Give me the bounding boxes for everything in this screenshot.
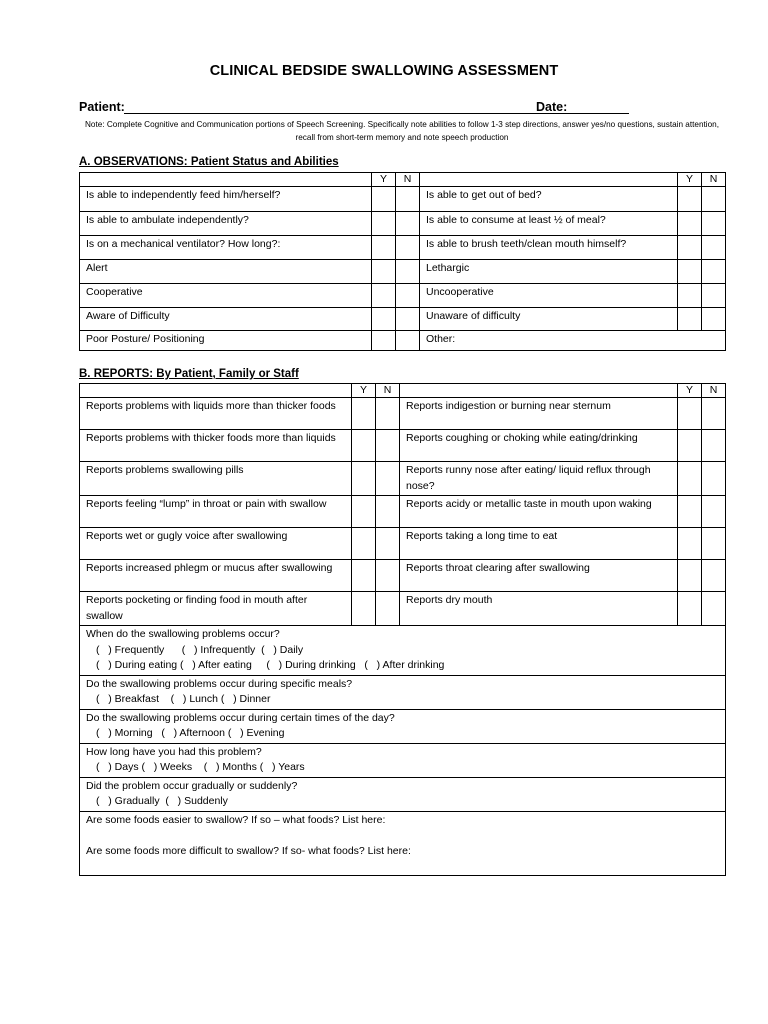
yes-column-header: Y — [678, 173, 702, 187]
report-right: Reports indigestion or burning near sternum — [400, 398, 678, 430]
yes-checkbox[interactable] — [678, 212, 702, 236]
observation-right: Unaware of difficulty — [420, 308, 678, 331]
yes-checkbox[interactable] — [678, 496, 702, 528]
no-checkbox[interactable] — [702, 462, 726, 496]
no-checkbox[interactable] — [396, 284, 420, 308]
foods-easier-prompt: Are some foods easier to swallow? If so – what foods? List here: — [86, 813, 386, 826]
table-header-row — [80, 384, 726, 398]
table-row — [80, 212, 726, 236]
yes-checkbox[interactable] — [678, 236, 702, 260]
yes-column-header: Y — [678, 384, 702, 398]
table-row — [80, 398, 726, 430]
foods-row — [80, 811, 726, 875]
observation-right: Uncooperative — [420, 284, 678, 308]
no-checkbox[interactable] — [376, 496, 400, 528]
no-checkbox[interactable] — [702, 592, 726, 626]
no-checkbox[interactable] — [702, 496, 726, 528]
observations-table — [79, 172, 726, 351]
question-cell — [80, 675, 726, 709]
instruction-note: Note: Complete Cognitive and Communication portions of Speech Screening. Specifically note abilities to follow 1-3 step directions, answer yes/no questions, sustain attention, recall from short-term memory and note speech production — [85, 120, 719, 142]
question-row — [80, 709, 726, 743]
yes-checkbox[interactable] — [352, 592, 376, 626]
no-column-header: N — [702, 173, 726, 187]
no-checkbox[interactable] — [702, 560, 726, 592]
no-checkbox[interactable] — [702, 398, 726, 430]
question-row — [80, 777, 726, 811]
no-checkbox[interactable] — [702, 187, 726, 212]
question-text: When do the swallowing problems occur? — [86, 628, 280, 640]
no-checkbox[interactable] — [396, 331, 420, 351]
observation-right: Other: — [420, 331, 726, 351]
reports-table — [79, 383, 726, 876]
yes-checkbox[interactable] — [678, 592, 702, 626]
observation-left: Is on a mechanical ventilator? How long?: — [80, 236, 372, 260]
yes-checkbox[interactable] — [372, 308, 396, 331]
foods-cell[interactable] — [80, 811, 726, 875]
question-text: Do the swallowing problems occur during certain times of the day? — [86, 711, 395, 724]
table-row — [80, 236, 726, 260]
answer-options[interactable]: ( ) Frequently ( ) Infrequently ( ) Daily — [96, 643, 304, 656]
answer-options[interactable]: ( ) Gradually ( ) Suddenly — [96, 795, 228, 807]
no-checkbox[interactable] — [702, 430, 726, 462]
question-text: How long have you had this problem? — [86, 745, 262, 758]
no-column-header: N — [702, 384, 726, 398]
yes-checkbox[interactable] — [372, 212, 396, 236]
observation-left: Alert — [80, 260, 372, 284]
yes-checkbox[interactable] — [678, 560, 702, 592]
yes-checkbox[interactable] — [678, 398, 702, 430]
report-left: Reports feeling “lump” in throat or pain with swallow — [80, 496, 352, 528]
question-row — [80, 675, 726, 709]
report-right: Reports dry mouth — [400, 592, 678, 626]
observation-left: Cooperative — [80, 284, 372, 308]
observation-right: Is able to consume at least ½ of meal? — [420, 212, 678, 236]
question-cell — [80, 743, 726, 777]
table-row — [80, 496, 726, 528]
table-row — [80, 284, 726, 308]
answer-options[interactable]: ( ) Morning ( ) Afternoon ( ) Evening — [96, 727, 285, 739]
question-cell — [80, 777, 726, 811]
no-checkbox[interactable] — [702, 528, 726, 560]
yes-checkbox[interactable] — [372, 187, 396, 212]
observation-right: Is able to get out of bed? — [420, 187, 678, 212]
foods-harder-prompt: Are some foods more difficult to swallow? If so- what foods? List here: — [86, 845, 411, 857]
section-a-title: A. OBSERVATIONS: Patient Status and Abilities — [79, 156, 339, 168]
no-column-header: N — [376, 384, 400, 398]
yes-checkbox[interactable] — [678, 430, 702, 462]
report-left: Reports wet or gugly voice after swallowing — [80, 528, 352, 560]
yes-checkbox[interactable] — [678, 187, 702, 212]
no-checkbox[interactable] — [702, 212, 726, 236]
table-header-row — [80, 173, 726, 187]
question-cell — [80, 709, 726, 743]
section-b-title: B. REPORTS: By Patient, Family or Staff — [79, 368, 299, 380]
table-row — [80, 187, 726, 212]
no-checkbox[interactable] — [396, 236, 420, 260]
report-left: Reports problems with liquids more than thicker foods — [80, 398, 352, 430]
yes-checkbox[interactable] — [352, 430, 376, 462]
no-checkbox[interactable] — [376, 462, 400, 496]
table-row — [80, 462, 726, 496]
report-right: Reports coughing or choking while eating/drinking — [400, 430, 678, 462]
no-checkbox[interactable] — [396, 308, 420, 331]
patient-label: Patient: — [79, 100, 125, 114]
date-label: Date: — [536, 100, 568, 114]
no-checkbox[interactable] — [396, 212, 420, 236]
yes-checkbox[interactable] — [352, 560, 376, 592]
report-left: Reports increased phlegm or mucus after swallowing — [80, 560, 352, 592]
observation-left: Is able to independently feed him/herself? — [80, 187, 372, 212]
no-checkbox[interactable] — [702, 236, 726, 260]
no-checkbox[interactable] — [702, 260, 726, 284]
no-checkbox[interactable] — [702, 308, 726, 331]
date-field[interactable] — [567, 113, 629, 114]
header-blank — [400, 384, 678, 398]
observation-left: Is able to ambulate independently? — [80, 212, 372, 236]
question-row — [80, 743, 726, 777]
no-checkbox[interactable] — [376, 560, 400, 592]
page-title: CLINICAL BEDSIDE SWALLOWING ASSESSMENT — [209, 63, 559, 79]
yes-checkbox[interactable] — [678, 462, 702, 496]
table-row — [80, 430, 726, 462]
observation-right: Lethargic — [420, 260, 678, 284]
header-blank — [420, 173, 678, 187]
yes-checkbox[interactable] — [352, 496, 376, 528]
table-row — [80, 331, 726, 351]
question-text: Did the problem occur gradually or suddenly? — [86, 779, 298, 792]
header-blank — [80, 384, 352, 398]
yes-checkbox[interactable] — [678, 308, 702, 331]
no-checkbox[interactable] — [376, 398, 400, 430]
yes-checkbox[interactable] — [352, 398, 376, 430]
no-column-header: N — [396, 173, 420, 187]
report-right: Reports taking a long time to eat — [400, 528, 678, 560]
patient-date-line — [79, 100, 725, 116]
yes-checkbox[interactable] — [372, 331, 396, 351]
observation-left: Aware of Difficulty — [80, 308, 372, 331]
no-checkbox[interactable] — [376, 592, 400, 626]
question-text: Do the swallowing problems occur during specific meals? — [86, 677, 353, 690]
question-cell — [80, 626, 726, 676]
report-right: Reports throat clearing after swallowing — [400, 560, 678, 592]
yes-checkbox[interactable] — [678, 528, 702, 560]
answer-options[interactable]: ( ) Days ( ) Weeks ( ) Months ( ) Years — [96, 761, 305, 773]
table-row — [80, 592, 726, 626]
no-checkbox[interactable] — [702, 284, 726, 308]
answer-options[interactable]: ( ) During eating ( ) After eating ( ) During drinking ( ) After drinking — [96, 659, 445, 671]
no-checkbox[interactable] — [376, 528, 400, 560]
yes-column-header: Y — [352, 384, 376, 398]
report-right: Reports runny nose after eating/ liquid reflux through nose? — [400, 462, 678, 496]
yes-checkbox[interactable] — [352, 462, 376, 496]
report-right: Reports acidy or metallic taste in mouth upon waking — [400, 496, 678, 528]
report-left: Reports problems swallowing pills — [80, 462, 352, 496]
header-blank — [80, 173, 372, 187]
report-left: Reports pocketing or finding food in mouth after swallow — [80, 592, 352, 626]
yes-checkbox[interactable] — [678, 260, 702, 284]
no-checkbox[interactable] — [396, 187, 420, 212]
yes-checkbox[interactable] — [678, 284, 702, 308]
observation-left: Poor Posture/ Positioning — [80, 331, 372, 351]
yes-checkbox[interactable] — [372, 260, 396, 284]
answer-options[interactable]: ( ) Breakfast ( ) Lunch ( ) Dinner — [96, 693, 271, 705]
table-row — [80, 260, 726, 284]
yes-checkbox[interactable] — [372, 284, 396, 308]
table-row — [80, 560, 726, 592]
report-left: Reports problems with thicker foods more than liquids — [80, 430, 352, 462]
yes-checkbox[interactable] — [352, 528, 376, 560]
observation-right: Is able to brush teeth/clean mouth himself? — [420, 236, 678, 260]
question-row — [80, 626, 726, 676]
table-row — [80, 308, 726, 331]
yes-column-header: Y — [372, 173, 396, 187]
no-checkbox[interactable] — [376, 430, 400, 462]
yes-checkbox[interactable] — [372, 236, 396, 260]
no-checkbox[interactable] — [396, 260, 420, 284]
table-row — [80, 528, 726, 560]
